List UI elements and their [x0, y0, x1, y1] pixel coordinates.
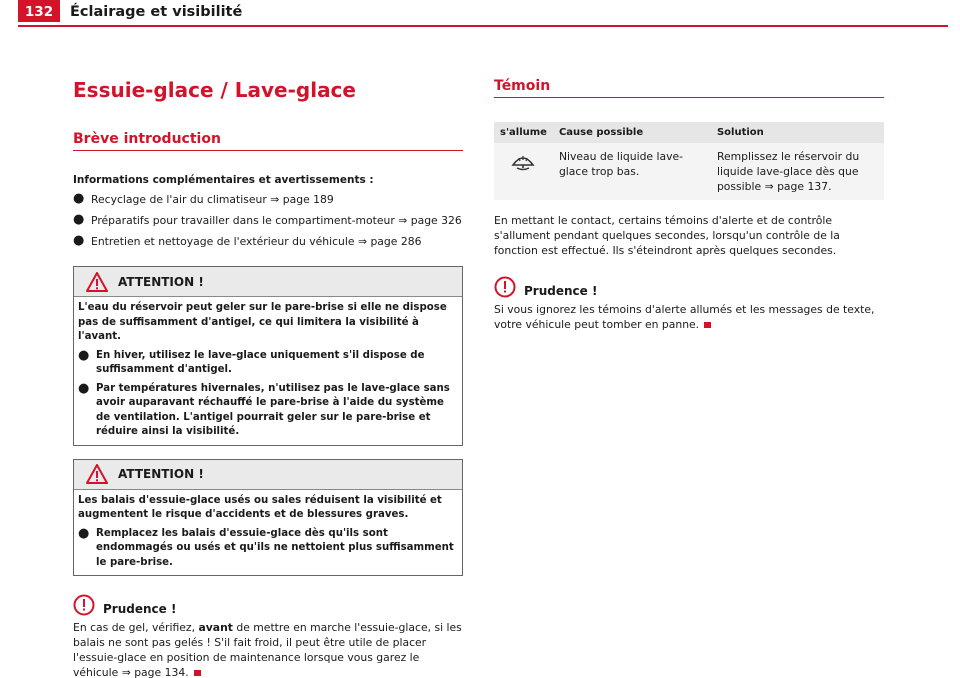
list-item — [73, 192, 463, 207]
section-title-temoin: Témoin — [494, 78, 884, 98]
end-marker-icon — [704, 322, 711, 328]
warning-header — [74, 267, 462, 297]
bullet-icon: ● — [73, 233, 85, 248]
warning-title: ATTENTION ! — [118, 274, 204, 289]
bullet-icon: ● — [78, 380, 90, 396]
caution-exclamation-icon — [494, 276, 516, 298]
caution-text-start: En cas de gel, vérifiez, — [73, 621, 196, 634]
solution-cell: Remplissez le réservoir du liquide lave-glace dès que possible ⇒ page 137. — [716, 150, 860, 193]
bullet-icon: ● — [73, 212, 85, 227]
subsection-title: Brève introduction — [73, 131, 463, 151]
warning-header — [74, 460, 462, 490]
list-item — [78, 527, 458, 571]
end-marker-icon — [194, 670, 201, 676]
warning-item-text: En hiver, utilisez le lave-glace uniquement s'il dispose de suffisamment d'antigel. — [96, 349, 425, 375]
chapter-title: Éclairage et visibilité — [70, 4, 243, 20]
warning-title: ATTENTION ! — [118, 467, 204, 481]
column-header: Cause possible — [553, 122, 711, 143]
caution-text-end: de mettre en marche l'essuie-glace, si les balais ne sont pas gelés ! S'il fait froid, il peut être utile de placer l'essuie-glace en position de maintenance lorsque vous garez le véhicule ⇒ page 134. — [73, 621, 462, 678]
warning-triangle-icon — [86, 272, 108, 292]
washer-fluid-icon — [511, 153, 535, 171]
caution-text-emphasis: avant — [198, 621, 233, 634]
caution-title: Prudence ! — [524, 284, 598, 298]
caution-header — [73, 594, 463, 616]
list-item — [73, 213, 463, 228]
column-header: Solution — [711, 122, 884, 143]
warning-text: Les balais d'essuie-glace usés ou sales réduisent la visibilité et augmentent le risque d'accidents et de blessures graves. — [78, 494, 442, 520]
info-heading: Informations complémentaires et avertissements : — [73, 174, 374, 186]
warning-item-text: Remplacez les balais d'essuie-glace dès qu'ils sont endommagés ou usés et qu'ils ne nettoient plus suffisamment le pare-brise. — [96, 527, 454, 568]
section-title: Essuie-glace / Lave-glace — [73, 78, 356, 102]
table-row — [494, 143, 884, 200]
lamp-cell — [494, 143, 553, 200]
list-item — [78, 382, 458, 440]
caution-text — [73, 620, 463, 678]
info-item-text: Entretien et nettoyage de l'extérieur du véhicule ⇒ page 286 — [91, 235, 422, 248]
warning-box-wiper-blades — [73, 459, 463, 577]
column-header: s'allume — [494, 122, 553, 143]
right-column — [494, 72, 884, 332]
table-header-row — [494, 122, 884, 143]
warning-body — [74, 297, 462, 445]
warning-lamp-table — [494, 122, 884, 200]
page-number: 132 — [18, 0, 60, 22]
caution-text-content: Si vous ignorez les témoins d'alerte allumés et les messages de texte, votre véhicule peut tomber en panne. — [494, 303, 875, 331]
header-divider — [18, 25, 948, 27]
bullet-icon: ● — [78, 347, 90, 363]
warning-body — [74, 490, 462, 576]
list-item — [73, 234, 463, 249]
warning-text: L'eau du réservoir peut geler sur le pare-brise si elle ne dispose pas de suffisamment d'antigel, ce qui limitera la visibilité à l'avant. — [78, 302, 447, 342]
caution-header — [494, 276, 884, 298]
bullet-icon: ● — [78, 525, 90, 541]
cause-cell: Niveau de liquide lave-glace trop bas. — [558, 150, 684, 178]
list-item — [78, 349, 458, 378]
info-item-text: Recyclage de l'air du climatiseur ⇒ page 189 — [91, 193, 334, 206]
caution-title: Prudence ! — [103, 602, 177, 616]
info-item-text: Préparatifs pour travailler dans le compartiment-moteur ⇒ page 326 — [91, 214, 462, 227]
warning-item-text: Par températures hivernales, n'utilisez pas le lave-glace sans avoir auparavant réchauffé le pare-brise à l'aide du système de ventilation. L'antigel pourrait geler sur le pare-brise et réduire ainsi la visibilité. — [96, 382, 450, 437]
caution-exclamation-icon — [73, 594, 95, 616]
warning-triangle-icon — [86, 464, 108, 484]
bullet-icon: ● — [73, 191, 85, 206]
warning-box-antifreeze — [73, 266, 463, 446]
caution-text — [494, 302, 884, 332]
paragraph: En mettant le contact, certains témoins d'alerte et de contrôle s'allument pendant quelques secondes, lorsqu'un contrôle de la fonction est effectué. Ils s'éteindront après quelques secondes. — [494, 214, 840, 257]
left-column — [73, 72, 463, 678]
